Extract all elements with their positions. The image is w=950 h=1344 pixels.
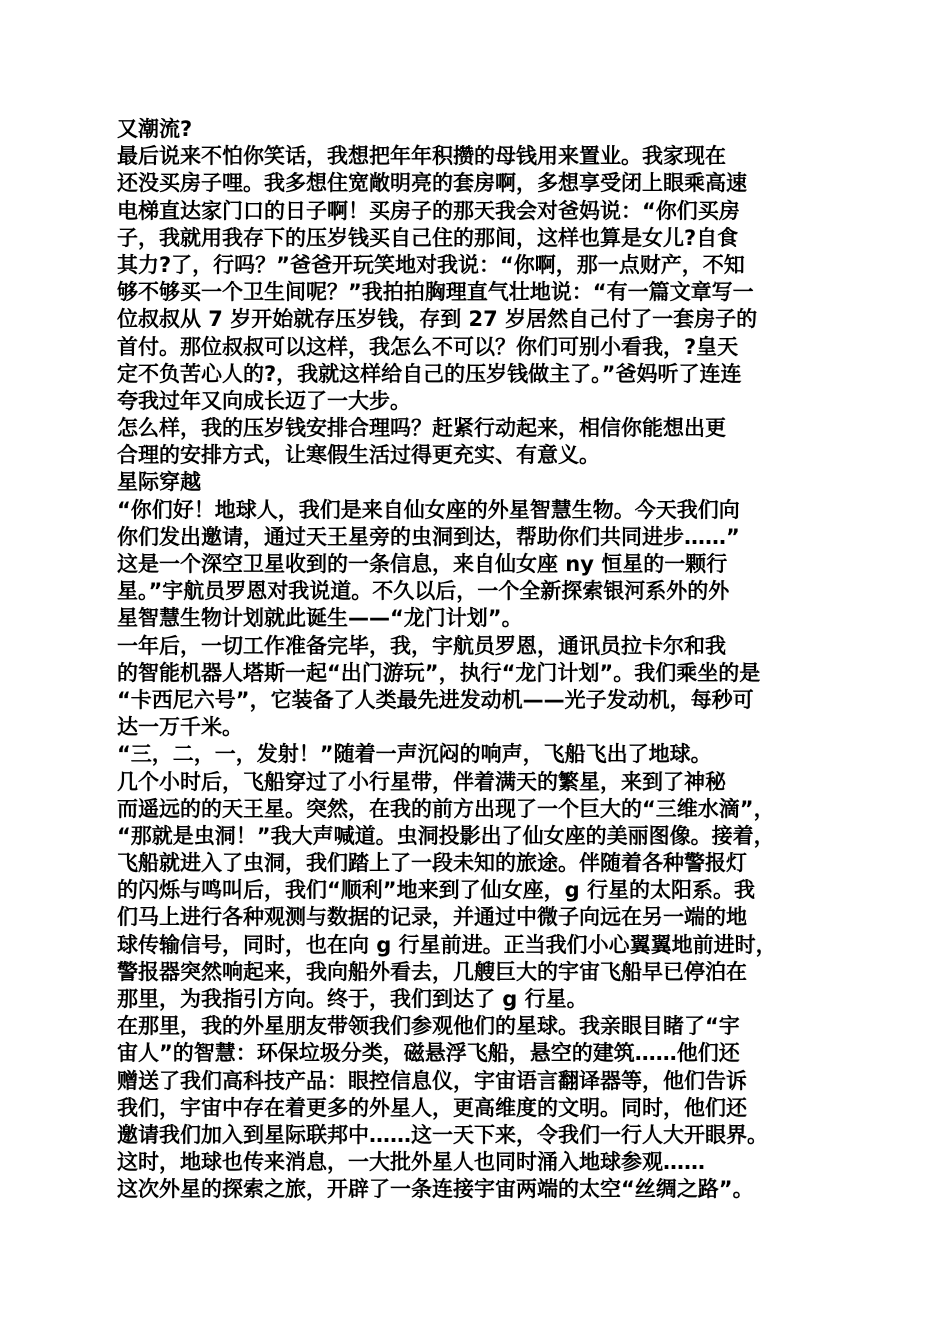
- text-line: 球传输信号，同时，也在向 g 行星前进。正当我们小心翼翼地前进时，: [117, 932, 777, 957]
- text-line: 夸我过年又向成长迈了一大步。: [117, 388, 411, 413]
- text-line: 够不够买一个卫生间呢？”我拍拍胸理直气壮地说：“有一篇文章写一: [117, 280, 754, 305]
- text-line: 这时，地球也传来消息，一大批外星人也同时涌入地球参观……: [117, 1150, 705, 1175]
- text-line: 星。”宇航员罗恩对我说道。不久以后，一个全新探索银河系外的外: [117, 579, 730, 604]
- text-line: 你们发出邀请，通过天王星旁的虫洞到达，帮助你们共同进步……”: [117, 524, 740, 549]
- text-line: “那就是虫洞！”我大声喊道。虫洞投影出了仙女座的美丽图像。接着，: [117, 823, 775, 848]
- text-line: 那里，为我指引方向。终于，我们到达了 g 行星。: [117, 987, 588, 1011]
- text-line: 最后说来不怕你笑话，我想把年年积攒的母钱用来置业。我家现在: [117, 144, 726, 169]
- text-line: 合理的安排方式，让寒假生活过得更充实、有意义。: [117, 443, 600, 468]
- text-line: 怎么样，我的压岁钱安排合理吗？赶紧行动起来，相信你能想出更: [117, 416, 726, 441]
- text-line: 首付。那位叔叔可以这样，我怎么不可以？你们可别小看我，?皇天: [117, 334, 739, 359]
- text-line: 其力?了，行吗？”爸爸开玩笑地对我说：“你啊，那一点财产，不知: [117, 252, 745, 277]
- section-heading: 星际穿越: [117, 470, 201, 495]
- text-line: 这是一个深空卫星收到的一条信息，来自仙女座 ny 恒星的一颗行: [117, 552, 728, 576]
- text-line: 还没买房子哩。我多想住宽敞明亮的套房啊，多想享受闭上眼乘高速: [117, 171, 747, 196]
- text-line: 的智能机器人塔斯一起“出门游玩”，执行“龙门计划”。我们乘坐的是: [117, 660, 761, 685]
- text-line: 几个小时后，飞船穿过了小行星带，伴着满天的繁星，来到了神秘: [117, 769, 726, 794]
- text-line: 警报器突然响起来，我向船外看去，几艘巨大的宇宙飞船早已停泊在: [117, 959, 747, 984]
- text-line: 而遥远的的天王星。突然，在我的前方出现了一个巨大的“三维水滴”，: [117, 796, 775, 821]
- text-line: 这次外星的探索之旅，开辟了一条连接宇宙两端的太空“丝绸之路”。: [117, 1177, 754, 1202]
- document-page: [117, 116, 845, 1204]
- text-line: 一年后，一切工作准备完毕，我，宇航员罗恩，通讯员拉卡尔和我: [117, 633, 726, 658]
- text-line: “卡西尼六号”，它装备了人类最先进发动机——光子发动机，每秒可: [117, 687, 754, 712]
- text-line: 的闪烁与鸣叫后，我们“顺利”地来到了仙女座，g 行星的太阳系。我: [117, 878, 755, 903]
- text-line: 位叔叔从 7 岁开始就存压岁钱，存到 27 岁居然自己付了一套房子的: [117, 307, 758, 332]
- text-line: 飞船就进入了虫洞，我们踏上了一段未知的旅途。伴随着各种警报灯: [117, 851, 747, 876]
- text-line: 达一万千米。: [117, 715, 243, 740]
- text-line: 赠送了我们高科技产品：眼控信息仪，宇宙语言翻译器等，他们告诉: [117, 1068, 747, 1093]
- text-line: 电梯直达家门口的日子啊！买房子的那天我会对爸妈说：“你们买房: [117, 198, 740, 223]
- text-line: 宙人”的智慧：环保垃圾分类，磁悬浮飞船，悬空的建筑……他们还: [117, 1041, 740, 1066]
- text-line: 邀请我们加入到星际联邦中……这一天下来，令我们一行人大开眼界。: [117, 1122, 768, 1147]
- text-line: 们马上进行各种观测与数据的记录，并通过中微子向远在另一端的地: [117, 905, 747, 930]
- text-line: 我们，宇宙中存在着更多的外星人，更高维度的文明。同时，他们还: [117, 1095, 747, 1120]
- text-line: 星智慧生物计划就此诞生——“龙门计划”。: [117, 606, 523, 631]
- text-line: 又潮流?: [117, 117, 193, 141]
- text-line: 子，我就用我存下的压岁钱买自己住的那间，这样也算是女儿?自食: [117, 225, 739, 250]
- text-line: 在那里，我的外星朋友带领我们参观他们的星球。我亲眼目睹了“宇: [117, 1014, 740, 1039]
- text-line: 定不负苦心人的?，我就这样给自己的压岁钱做主了。”爸妈听了连连: [117, 361, 742, 386]
- text-line: “三，二，一，发射！”随着一声沉闷的响声，飞船飞出了地球。: [117, 742, 712, 767]
- text-line: “你们好！地球人，我们是来自仙女座的外星智慧生物。今天我们向: [117, 497, 740, 522]
